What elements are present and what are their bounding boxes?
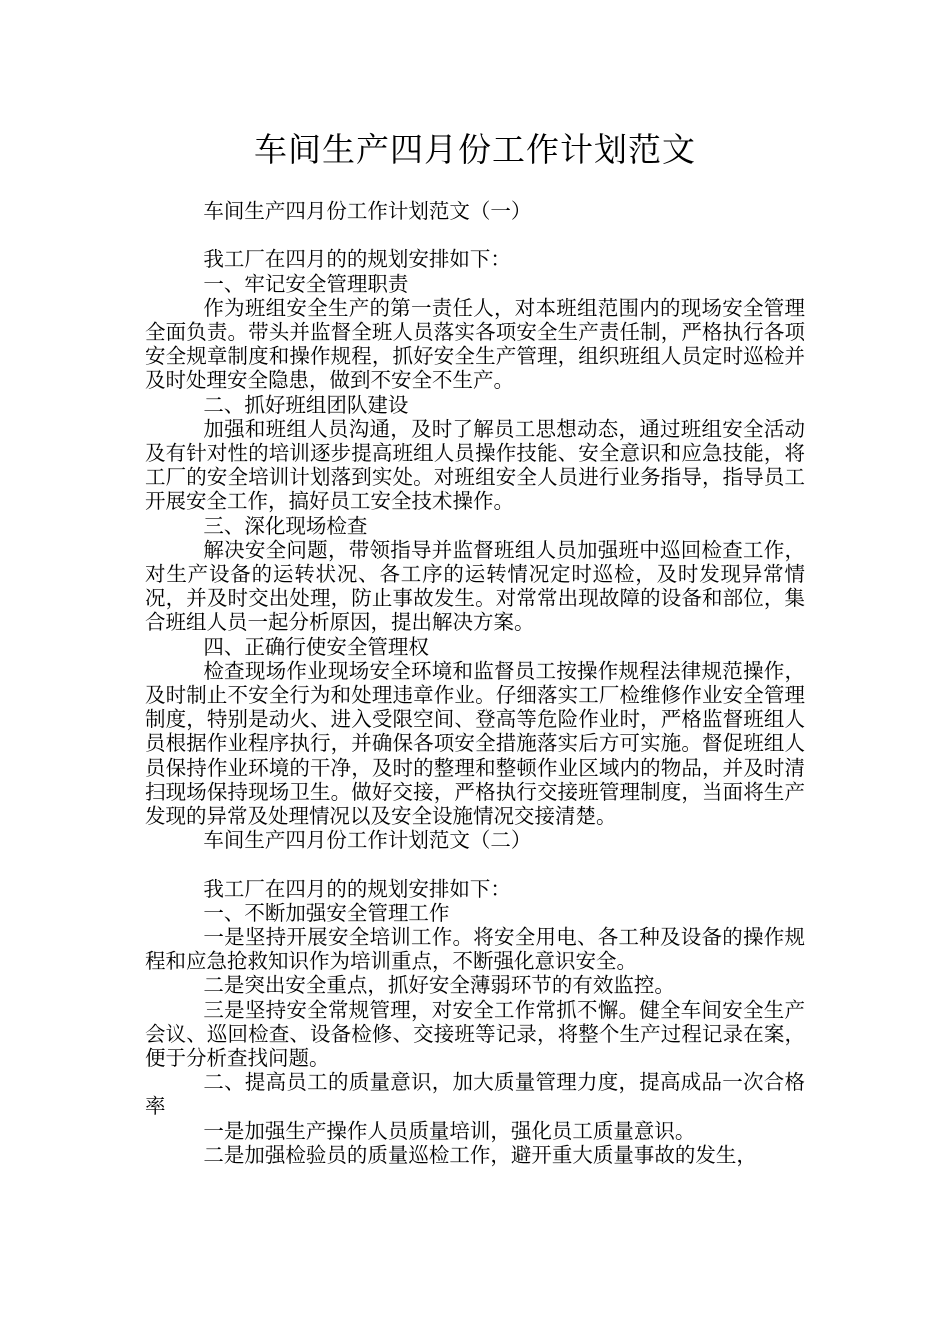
paragraph: 一、牢记安全管理职责 <box>203 271 409 296</box>
paragraph: 二、抓好班组团队建设 <box>203 392 409 417</box>
paragraph: 二、提高员工的质量意识，加大质量管理力度，提高成品一次合格率 <box>145 1070 805 1119</box>
paragraph: 三是坚持安全常规管理，对安全工作常抓不懈。健全车间安全生产会议、巡回检查、设备检修、交接班等记录，将整个生产过程记录在案，便于分析查找问题。 <box>145 997 805 1071</box>
paragraph: 检查现场作业现场安全环境和监督员工按操作规程法律规范操作，及时制止不安全行为和处理违章作业。仔细落实工厂检维修作业安全管理制度，特别是动火、进入受限空间、登高等危险作业时，严格监督班组人员根据作业程序执行，并确保各项安全措施落实后方可实施。督促班组人员保持作业环境的干净，及时的整理和整顿作业区域内的物品，并及时清扫现场保持现场卫生。做好交接，严格执行交接班管理制度，当面将生产发现的异常及处理情况以及安全设施情况交接清楚。 <box>145 658 805 829</box>
paragraph: 二是突出安全重点，抓好安全薄弱环节的有效监控。 <box>203 973 675 998</box>
paragraph: 一、不断加强安全管理工作 <box>203 900 450 925</box>
paragraph: 一是坚持开展安全培训工作。将安全用电、各工种及设备的操作规程和应急抢救知识作为培训重点，不断强化意识安全。 <box>145 925 805 974</box>
paragraph: 一是加强生产操作人员质量培训，强化员工质量意识。 <box>203 1118 696 1143</box>
paragraph: 作为班组安全生产的第一责任人，对本班组范围内的现场安全管理全面负责。带头并监督全班人员落实各项安全生产责任制，严格执行各项安全规章制度和操作规程，抓好安全生产管理，组织班组人员定时巡检并及时处理安全隐患，做到不安全不生产。 <box>145 295 805 393</box>
paragraph: 加强和班组人员沟通，及时了解员工思想动态，通过班组安全活动及有针对性的培训逐步提高班组人员操作技能、安全意识和应急技能，将工厂的安全培训计划落到实处。对班组安全人员进行业务指导，指导员工开展安全工作，搞好员工安全技术操作。 <box>145 416 805 514</box>
document-body <box>145 199 805 1167</box>
paragraph: 解决安全问题，带领指导并监督班组人员加强班中巡回检查工作，对生产设备的运转状况、各工序的运转情况定时巡检，及时发现异常情况，并及时交出处理，防止事故发生。对常常出现故障的设备和部位，集合班组人员一起分析原因，提出解决方案。 <box>145 537 805 635</box>
paragraph: 三、深化现场检查 <box>203 513 368 538</box>
paragraph: 我工厂在四月的的规划安排如下： <box>203 247 511 272</box>
paragraph: 车间生产四月份工作计划范文（二） <box>203 828 532 853</box>
paragraph: 车间生产四月份工作计划范文（一） <box>203 199 532 223</box>
document-title: 车间生产四月份工作计划范文 <box>254 130 696 169</box>
paragraph: 四、正确行使安全管理权 <box>203 634 429 659</box>
paragraph: 我工厂在四月的的规划安排如下： <box>203 876 511 901</box>
paragraph: 二是加强检验员的质量巡检工作，避开重大质量事故的发生， <box>203 1142 757 1167</box>
